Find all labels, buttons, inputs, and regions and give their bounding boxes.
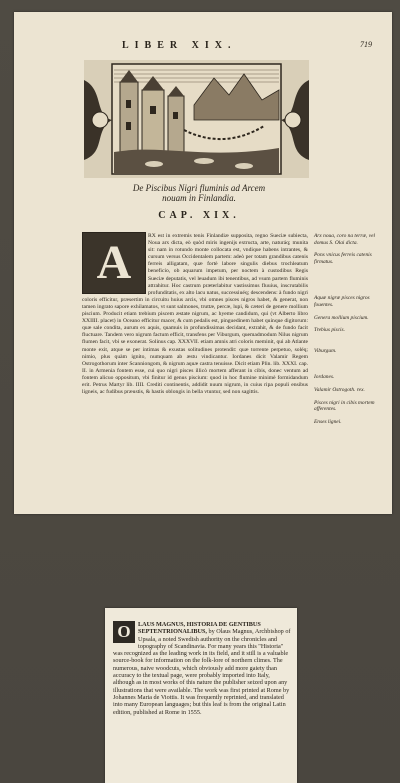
castle-tower-2 xyxy=(142,90,164,152)
chapter-heading: CAP. XIX. xyxy=(158,210,240,221)
running-head xyxy=(14,40,392,54)
castle-tower-1 xyxy=(120,82,138,152)
marginal-note: Pisces nigri in cibis mortem afferentes. xyxy=(314,399,375,413)
page-number: 719 xyxy=(360,40,372,49)
card-initial: O xyxy=(113,621,135,643)
caption-line-1: De Piscibus Nigri fluminis ad Arcem xyxy=(132,183,266,193)
marginal-note: Enses lignei. xyxy=(314,418,342,425)
crown-right xyxy=(285,112,301,128)
card-lead: LAUS MAGNUS, HISTORIA DE GENTIBUS SEPTENTRIONALIBUS, xyxy=(138,621,261,636)
castle-tower-3 xyxy=(168,96,184,152)
caption-line-2: nouam in Finlandia. xyxy=(162,193,236,203)
description-card xyxy=(105,608,297,783)
marginal-note: Iordanes. xyxy=(314,374,335,381)
crown-left xyxy=(92,112,108,128)
body-text: RX est in extremis tenis Finlandiæ supposita, regno Sueciæ subiecta, Noua arx dicta, eò quòd miris ingenijs extructa, arte, naturáq; munita sit: nam in rotundo monte collocata est, vndique habens intrantes, & cursum versus Occidentalem partem: adeò per totam grandibus catenis ferreis alligatam, quæ fortè labore singulis diebus trochleatum beneficio, ob aquarum impetum, per noctem à custodibus Regis Sueciæ deputatis, vel leuadum ibi tenentibus, ad vsum partem fluminis attrahitur. Hoc castrum præterlabitur vastissimus fluuius, inscrutabilis profunditatis, ex alto lacu natus, successiuéq; descendens: à fundo nigri coloris efficitur, præsertim in circuitu huius arcis, vbi omnes pisces nigros habet, & generat, non tamen ingrato sapore exhilamatos, vt sunt salmones, truttæ, percæ, lupi, & cæteri de genere mollium piscium. Producit etiam trebium piscem æstate nigrum, ac hyeme candidum, qui (vt Alberto libro XXIIII. placet) in Oceano efficitur macer, & cum pedalis est, pinguedinem habet quinque digitorum: quæ sale condita, aurum ex aquis, quamuis in profundissimas decidant, extrahit, & de fundo facit fluctuare. Tandem vero nigrum factum efficit, transfens per Viburgum, quemadmodum Nilus nigrum flumen facit, vbi se exonerat. Solinus cap. XXXVII. etiam amnis atri coloris meminit, qui ab Atlante monte exit, atque se per intimas & exustas solitudines protendit: quæ torrente perpetuo, soléq; nimio, plus quàm ignito, numquam ab æstu vindicantur. Iordanes dicit Valamir Regem Ostrogothorum inter Scanniongom, & nigrum aquæ castra tenuisse. Dicit etiam Plin. lib. XXXI. cap. II. in Armenia fontem esse, cui quo nigri pisces illicò mortem afferant in cibis, donec ventum ad fontem alicuo oppositum, vbi finitur id genus piscium: quod in hoc flumine minimè formidandum erit. Petrus Martyr lib. IIII. Crediti continentis, addidit nuum nigrum, in cuius ripa populi ensibus ligneis, ac fudibus præustis, & hastis oblongis in bella vtuntur, sed non sagittis. xyxy=(82,233,308,396)
woodcut-svg xyxy=(84,60,309,178)
running-head-title: LIBER XIX. xyxy=(122,40,237,51)
book-page xyxy=(14,12,392,514)
marginal-notes xyxy=(314,233,386,431)
marginal-note: Genera mollium piscium. xyxy=(314,314,369,321)
card-body: by Olaus Magnus, Archbishop of Upsala, a noted Swedish authority on the chronicles and topography of Scandinavia. For many years this "Historia" was recognized as the leading work in its field, and it still is a valuable source-book for information on the folk-lore of northern climes. The numerous, naive woodcuts, which obviously add more gaiety than accuracy to the textual page, were probably imported into Italy, although as in most works of this nature the publisher seized upon any illustrations that were available. The work was first printed at Rome by Johannes Maria de Viottis. It was frequently reprinted, and translated into many European languages; but this leaf is from the original Latin edition, published at Rome in 1555. xyxy=(113,628,291,716)
marginal-note: Valamir Ostrogoth. rex. xyxy=(314,386,365,393)
woodcut-caption xyxy=(74,183,324,203)
marginal-note: Viburgum. xyxy=(314,347,337,354)
marginal-note: Trebius piscis. xyxy=(314,327,345,334)
marginal-note: Pons vnicus ferreis catenis firmatus. xyxy=(314,252,372,265)
marginal-note: Arx noua, coro na terræ, vel domus S. Olai dicta. xyxy=(314,233,376,246)
decorated-initial: A xyxy=(82,232,146,294)
woodcut-illustration xyxy=(84,60,309,178)
marginal-note: Aquæ nigræ pisces nigros fouentes. xyxy=(314,295,370,308)
card-text xyxy=(113,621,291,716)
